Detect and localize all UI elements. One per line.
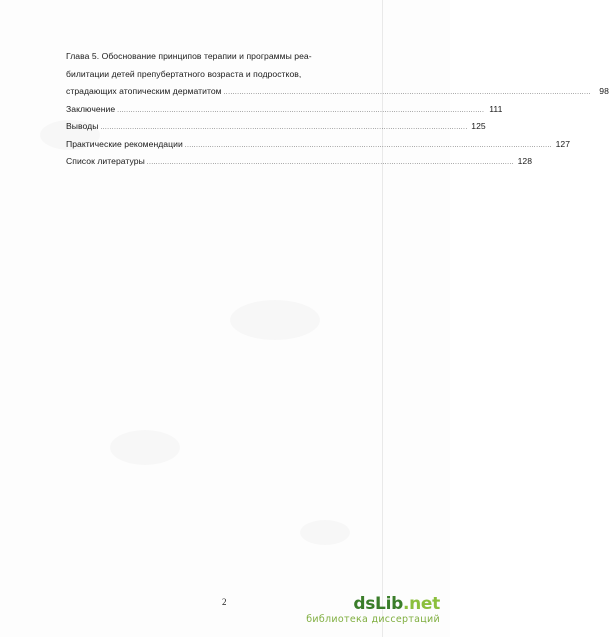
- scan-noise: [300, 520, 350, 545]
- watermark-logo-domain: .net: [402, 594, 440, 614]
- toc-chapter5-line1: [66, 52, 402, 70]
- toc-entry: [66, 103, 503, 123]
- toc-chapter5-text-line2: билитации детей препубертатного возраста и подростков,: [66, 68, 302, 79]
- watermark-logo: [306, 594, 440, 614]
- toc-entry: [66, 121, 486, 140]
- toc-entry: [66, 156, 533, 175]
- toc-entry-title: Практические рекомендации: [66, 138, 183, 149]
- table-of-contents: [66, 51, 609, 175]
- toc-leader-dots: ..................................................................................................................................................................: [146, 160, 515, 166]
- toc-entry-page: 111: [489, 103, 503, 114]
- toc-leader-dots: ..................................................................................................................................................................: [184, 142, 553, 149]
- toc-entry-title: Заключение: [66, 103, 116, 114]
- toc-chapter5-text-line1: Глава 5. Обоснование принципов терапии и программы реа-: [66, 51, 312, 61]
- toc-leader-dots: ..................................................................................................................................................................: [100, 125, 468, 131]
- toc-entry-page: 128: [517, 156, 533, 166]
- toc-chapter5-text-line3: страдающих атопическим дерматитом: [66, 86, 222, 96]
- scan-noise: [110, 430, 180, 465]
- watermark-subtitle: библиотека диссертаций: [306, 614, 440, 625]
- toc-entry-title: Список литературы: [66, 156, 145, 166]
- toc-chapter5-page: 98: [599, 86, 609, 96]
- page-number: 2: [222, 597, 227, 607]
- site-watermark[interactable]: [306, 594, 440, 626]
- toc-entry-title: Выводы: [66, 121, 99, 131]
- toc-entry-page: 127: [555, 138, 571, 149]
- toc-leader-dots: ..................................................................................................................................................................: [117, 107, 485, 114]
- watermark-logo-main: dsLib: [353, 594, 403, 614]
- scan-noise: [230, 300, 320, 340]
- toc-entry-page: 125: [471, 121, 486, 131]
- toc-chapter5-line2: [66, 70, 402, 88]
- toc-chapter5-line3: [66, 86, 609, 105]
- toc-leader-dots: ..................................................................................................................................................................: [223, 90, 591, 96]
- toc-entry: [66, 138, 571, 158]
